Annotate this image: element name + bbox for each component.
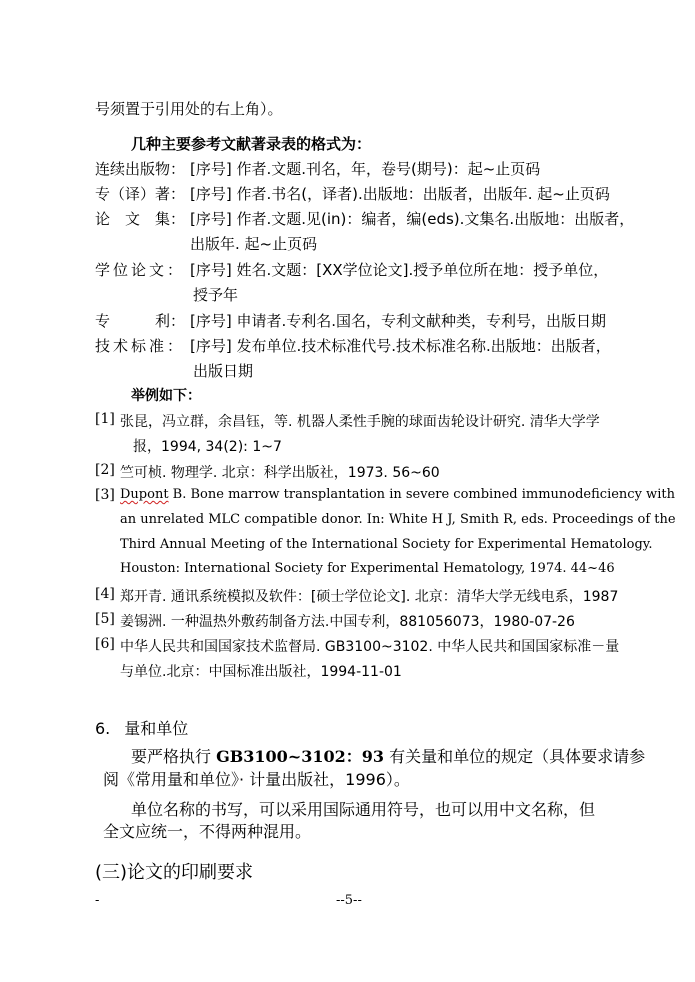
section6-title: 量和单位 <box>124 719 189 738</box>
ref-text-5: 姜锡洲. 一种温热外敷药制备方法.中国专利，881056073，1980-07-26 <box>120 614 575 630</box>
formats-heading: 几种主要参考文献著录表的格式为： <box>131 135 372 153</box>
format-label-patent: 专 利： <box>95 312 186 330</box>
examples-heading: 举例如下： <box>131 388 201 404</box>
ref-text-3 <box>120 487 675 502</box>
section6-para2-line2: 全文应统一，不得两种混用。 <box>103 822 312 841</box>
format-text-proceedings-cont: 出版年. 起~止页码 <box>190 235 318 253</box>
format-text-proceedings: [序号] 作者.文题.见(in)：编者，编(eds).文集名.出版地：出版者， <box>190 210 635 228</box>
ref-number-4: [4] <box>95 586 115 602</box>
section6-para1-line2: 阅《常用量和单位》· 计量出版社，1996）。 <box>103 770 410 789</box>
format-text-patent: [序号] 申请者.专利名.国名，专利文献种类，专利号，出版日期 <box>190 312 607 330</box>
format-label-proceedings: 论 文 集： <box>95 210 186 228</box>
ref-text-6: 中华人民共和国国家技术监督局. GB3100~3102. 中华人民共和国国家标准－量 <box>120 639 620 655</box>
ref-text-4: 郑开青. 通讯系统模拟及软件：[硕士学位论文]. 北京：清华大学无线电系，1987 <box>120 589 619 605</box>
ref-text-6-cont: 与单位.北京：中国标准出版社，1994-11-01 <box>120 664 402 680</box>
section6-heading <box>95 716 188 739</box>
section6-para1-line1 <box>131 744 645 767</box>
section6-number: 6. <box>95 719 111 738</box>
para1-suffix: 有关量和单位的规定（具体要求请参 <box>384 747 646 766</box>
format-text-thesis: [序号] 姓名.文题：[XX学位论文].授予单位所在地：授予单位， <box>190 261 609 279</box>
ref-text-3-line3: Third Annual Meeting of the International Society for Experimental Hematology. <box>120 537 653 552</box>
section6-para2-line1: 单位名称的书写，可以采用国际通用符号，也可以用中文名称，但 <box>131 800 596 819</box>
ref-text-3-line2: an unrelated MLC compatible donor. In: White H J, Smith R, eds. Proceedings of the <box>120 512 676 527</box>
format-label-thesis: 学位论文： <box>95 261 186 279</box>
format-text-thesis-cont: 授予年 <box>193 286 239 304</box>
format-text-standard-cont: 出版日期 <box>193 362 254 380</box>
standard-code: GB3100~3102：93 <box>216 747 385 766</box>
format-label-serial: 连续出版物： <box>95 160 186 178</box>
ref-text-1: 张昆，冯立群，余昌钰，等. 机器人柔性手腕的球面齿轮设计研究. 清华大学学 <box>120 414 600 430</box>
ref-number-5: [5] <box>95 611 115 627</box>
page-number: --5-- <box>336 893 362 908</box>
format-text-standard: [序号] 发布单位.技术标准代号.技术标准名称.出版地：出版者， <box>190 337 611 355</box>
spellcheck-word: Dupont <box>120 487 169 502</box>
format-text-monograph: [序号] 作者.书名(，译者).出版地：出版者，出版年. 起~止页码 <box>190 185 610 203</box>
para1-prefix: 要严格执行 <box>131 747 217 766</box>
ref-text-3-line4: Houston: International Society for Experimental Hematology, 1974. 44~46 <box>120 561 615 576</box>
ref-number-1: [1] <box>95 411 115 427</box>
intro-line: 号须置于引用处的右上角）。 <box>95 100 283 118</box>
format-label-monograph: 专（译）著： <box>95 185 186 203</box>
section3-heading: (三)论文的印刷要求 <box>95 862 254 883</box>
ref-number-6: [6] <box>95 636 115 652</box>
ref-text-1-cont: 报，1994, 34(2): 1~7 <box>133 439 282 455</box>
ref-number-2: [2] <box>95 462 115 478</box>
footer-mark: - <box>95 893 100 908</box>
ref-text-2: 竺可桢. 物理学. 北京：科学出版社，1973. 56~60 <box>120 465 440 481</box>
format-text-serial: [序号] 作者.文题.刊名，年，卷号(期号)：起~止页码 <box>190 160 541 178</box>
ref-number-3: [3] <box>95 487 115 503</box>
format-label-standard: 技术标准： <box>95 337 186 355</box>
ref-text-3-line1: B. Bone marrow transplantation in severe combined immunodeficiency with <box>168 487 675 502</box>
